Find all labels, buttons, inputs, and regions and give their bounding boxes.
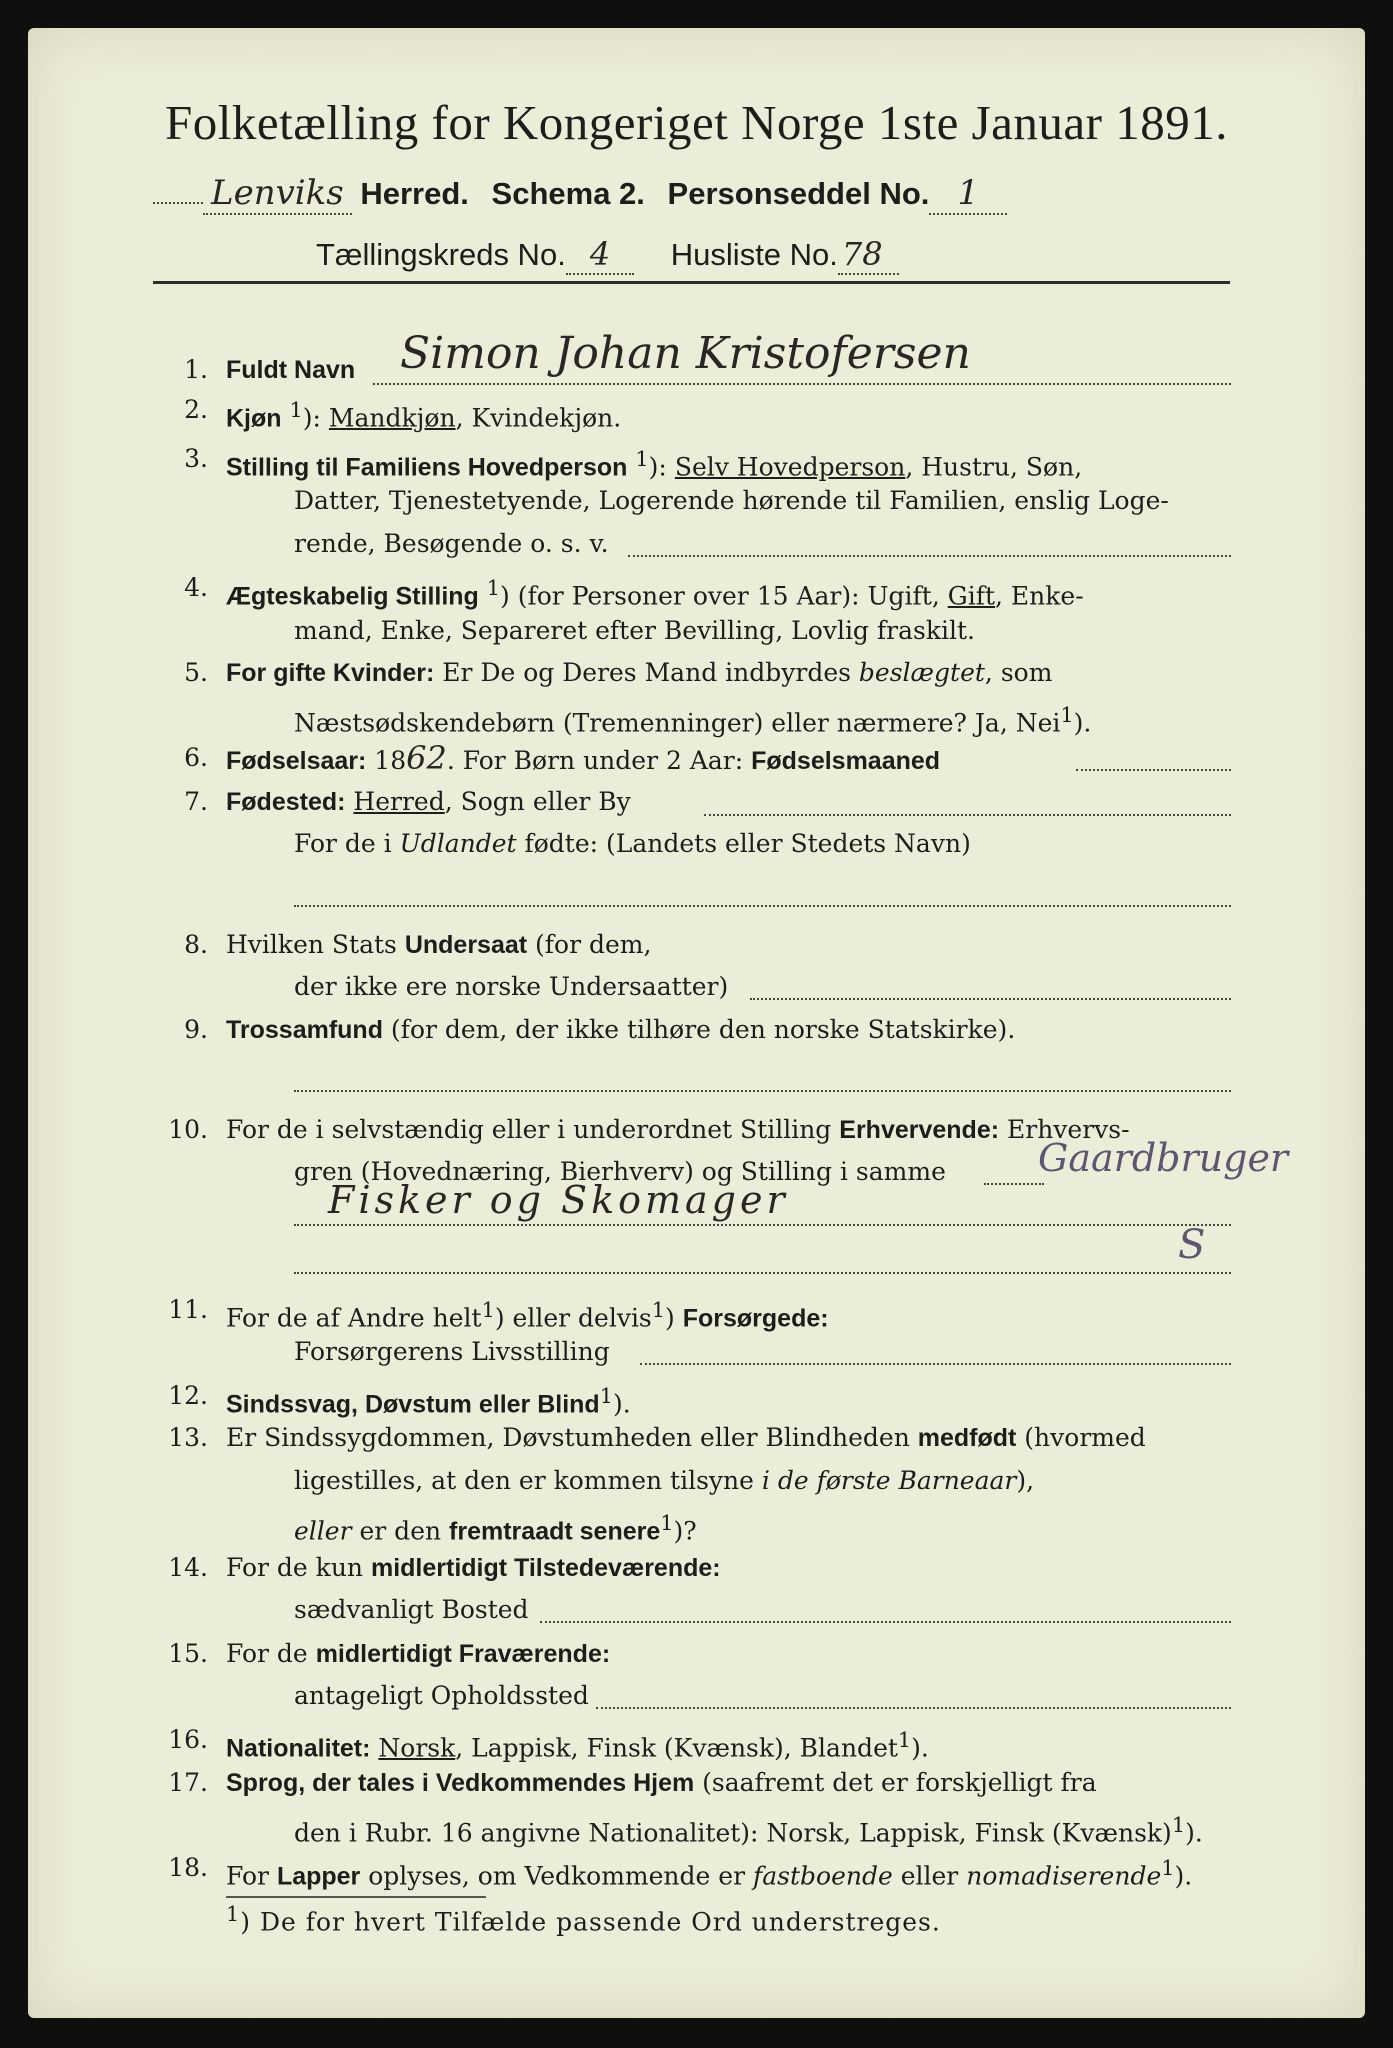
- footnote: [226, 1902, 941, 1936]
- occupation-answer-2[interactable]: Fisker og Skomager: [328, 1178, 789, 1222]
- item-label: Kjøn: [226, 404, 282, 433]
- item-number: 15.: [168, 1639, 208, 1668]
- herred-label: Herred.: [360, 176, 469, 211]
- item-text: For de: [226, 1639, 316, 1668]
- item-14: [28, 1548, 1365, 1588]
- footnote-ref: 1: [289, 398, 303, 422]
- item-number: 6.: [184, 743, 208, 772]
- item-text: Hvilken Stats: [226, 930, 405, 959]
- item-13: [28, 1418, 1365, 1458]
- item-label: Trossamfund: [226, 1016, 383, 1044]
- item-text: )?: [673, 1516, 697, 1546]
- item-9: [28, 1010, 1365, 1050]
- item-label: Fødselsmaaned: [751, 747, 941, 775]
- item-text: eller: [892, 1861, 967, 1891]
- item-7-line2: [28, 824, 1365, 864]
- fill-line: [1076, 769, 1231, 771]
- item-text: antageligt Opholdssted: [294, 1681, 589, 1710]
- footnote-ref: 1: [897, 1728, 912, 1752]
- item-text: ).: [1185, 1818, 1203, 1848]
- item-11-line2: [28, 1332, 1365, 1372]
- item-text: rende, Besøgende o. s. v.: [294, 529, 609, 558]
- item-3-line3: [28, 524, 1365, 564]
- item-number: 7.: [184, 787, 208, 816]
- footnote-ref: 1: [226, 1902, 241, 1926]
- item-text: . For Børn under 2 Aar:: [446, 746, 752, 775]
- item-text: For de i selvstændig eller i underordnet Stilling: [226, 1115, 840, 1144]
- item-text: fødte: (Landets eller Stedets Navn): [516, 829, 971, 858]
- selected-option[interactable]: Mandkjøn: [328, 403, 456, 433]
- footnote-ref: 1: [651, 1298, 666, 1322]
- item-text: , Lappisk, Finsk (Kvænsk), Blandet: [455, 1733, 898, 1763]
- item-6: [28, 738, 1365, 778]
- item-label: Erhvervende:: [839, 1116, 1000, 1144]
- item-8: [28, 925, 1365, 965]
- footnote-ref: 1: [481, 1298, 495, 1322]
- kreds-value[interactable]: 4: [566, 235, 634, 275]
- item-text: Datter, Tjenestetyende, Logerende hørende til Familien, enslig Loge-: [294, 486, 1169, 515]
- item-13-line2: [28, 1461, 1365, 1501]
- item-text: ).: [612, 1389, 631, 1419]
- item-number: 11.: [168, 1295, 208, 1324]
- item-text: beslægtet: [858, 658, 985, 687]
- item-15-line2: [28, 1676, 1365, 1716]
- herred-line: [153, 173, 1007, 215]
- item-label: fremtraadt senere: [449, 1517, 661, 1546]
- item-number: 12.: [168, 1381, 208, 1410]
- item-label: Sprog, der tales i Vedkommendes Hjem: [226, 1769, 695, 1797]
- footnote-divider: [226, 1896, 486, 1898]
- item-number: 14.: [168, 1553, 208, 1582]
- item-7: [28, 782, 1365, 822]
- item-text: For: [226, 1861, 277, 1891]
- birth-year-answer[interactable]: 62: [406, 739, 447, 777]
- item-label: Stilling til Familiens Hovedperson: [226, 453, 628, 482]
- item-text: er den: [351, 1516, 450, 1546]
- item-16: [28, 1720, 1365, 1763]
- fill-line: [294, 1090, 1231, 1092]
- fill-line: [628, 555, 1231, 557]
- fill-line: [294, 1224, 1231, 1226]
- item-text: ): [665, 1303, 683, 1333]
- census-form: [28, 28, 1365, 2018]
- item-text: ):: [302, 403, 321, 433]
- selected-option[interactable]: Norsk: [378, 1733, 456, 1763]
- item-3-line2: [28, 481, 1365, 521]
- herred-value[interactable]: Lenviks: [203, 173, 352, 215]
- item-number: 18.: [168, 1853, 208, 1882]
- item-label: midlertidigt Fraværende:: [315, 1640, 611, 1668]
- item-4-line2: [28, 611, 1365, 651]
- item-text: 18: [366, 746, 407, 775]
- item-text: gren (Hovednæring, Bierhverv) og Stilling i samme: [294, 1157, 946, 1186]
- item-8-line2: [28, 967, 1365, 1007]
- item-label: For gifte Kvinder:: [226, 659, 435, 687]
- item-label: Forsørgede:: [682, 1304, 829, 1333]
- item-text: For de af Andre helt: [226, 1303, 482, 1333]
- personseddel-value[interactable]: 1: [929, 173, 1007, 215]
- item-2: [28, 390, 1365, 433]
- item-number: 10.: [168, 1115, 208, 1144]
- item-number: 16.: [168, 1725, 208, 1754]
- item-text: , Sogn eller By: [444, 787, 631, 816]
- item-text: For de i: [294, 829, 400, 858]
- item-text: ).: [1073, 708, 1092, 738]
- item-13-line3: [28, 1503, 1365, 1546]
- form-title: Folketælling for Kongeriget Norge 1ste Januar 1891.: [165, 95, 1228, 150]
- item-17-line2: [28, 1805, 1365, 1848]
- occupation-answer-3[interactable]: S: [1178, 1222, 1206, 1268]
- schema-label: Schema 2.: [491, 176, 645, 211]
- item-label: Nationalitet:: [226, 1734, 371, 1763]
- item-text: , Enke-: [995, 581, 1084, 611]
- fill-line: [704, 814, 1231, 816]
- item-number: 4.: [184, 573, 208, 602]
- item-text: , Kvindekjøn.: [455, 403, 622, 433]
- item-4: [28, 568, 1365, 611]
- item-5-line2: [28, 695, 1365, 738]
- item-text: (for dem, der ikke tilhøre den norske Statskirke).: [382, 1015, 1016, 1044]
- item-17: [28, 1763, 1365, 1803]
- item-text: den i Rubr. 16 angivne Nationalitet): Norsk, Lappisk, Finsk (Kvænsk): [294, 1818, 1172, 1848]
- item-label: Lapper: [276, 1862, 361, 1891]
- kreds-label: Tællingskreds No.: [316, 237, 566, 272]
- husliste-value[interactable]: 78: [838, 235, 899, 275]
- item-label: Undersaat: [404, 931, 528, 959]
- item-text: fastboende: [752, 1861, 893, 1891]
- item-text: (saafremt det er forskjelligt fra: [694, 1768, 1097, 1797]
- item-text: ligestilles, at den er kommen tilsyne: [294, 1466, 762, 1495]
- item-number: 13.: [168, 1423, 208, 1452]
- item-text: (for dem,: [527, 930, 652, 959]
- footnote-ref: 1: [1060, 703, 1074, 727]
- fill-line: [750, 998, 1231, 1000]
- item-label: medfødt: [917, 1424, 1017, 1452]
- kreds-line: [316, 235, 899, 275]
- item-text: ),: [1016, 1466, 1035, 1495]
- personseddel-label: Personseddel No.: [667, 176, 930, 211]
- item-number: 8.: [184, 930, 208, 959]
- item-text: eller: [294, 1516, 352, 1546]
- item-12: [28, 1376, 1365, 1419]
- footnote-ref: 1: [486, 576, 501, 600]
- item-text: (hvormed: [1016, 1423, 1146, 1452]
- item-11: [28, 1290, 1365, 1333]
- header-divider: [153, 281, 1230, 284]
- item-text: der ikke ere norske Undersaatter): [294, 972, 729, 1001]
- item-3: [28, 439, 1365, 482]
- husliste-label: Husliste No.: [670, 237, 838, 272]
- item-text: nomadiserende: [966, 1861, 1162, 1891]
- item-18: [28, 1848, 1365, 1891]
- item-text: ).: [911, 1733, 929, 1763]
- item-label: Sindssvag, Døvstum eller Blind: [226, 1390, 600, 1419]
- item-text: mand, Enke, Separeret efter Bevilling, Lovlig fraskilt.: [294, 616, 975, 645]
- item-label: Ægteskabelig Stilling: [226, 582, 479, 611]
- item-label: Fødested:: [226, 788, 346, 816]
- item-text: ) eller delvis: [494, 1303, 652, 1333]
- item-text: Forsørgerens Livsstilling: [294, 1337, 610, 1366]
- item-text: , som: [984, 658, 1053, 687]
- footnote-ref: 1: [599, 1384, 613, 1408]
- fill-line: [373, 383, 1231, 385]
- item-number: 17.: [168, 1768, 208, 1797]
- item-text: Erhvervs-: [999, 1115, 1130, 1144]
- item-label: Fødselsaar:: [226, 747, 367, 775]
- item-text: Næstsødskendebørn (Tremenninger) eller nærmere? Ja, Nei: [294, 708, 1061, 738]
- selected-option[interactable]: Gift: [947, 581, 996, 611]
- fill-line: [540, 1621, 1231, 1623]
- footnote-ref: 1: [635, 447, 649, 471]
- item-text: For de kun: [226, 1553, 371, 1582]
- item-text: oplyses, om Vedkommende er: [360, 1861, 753, 1891]
- footnote-ref: 1: [1161, 1856, 1175, 1880]
- item-5: [28, 653, 1365, 693]
- item-label: Fuldt Navn: [226, 356, 356, 384]
- item-text: , Hustru, Søn,: [905, 452, 1083, 482]
- footnote-ref: 1: [1171, 1813, 1186, 1837]
- selected-option[interactable]: Selv Hovedperson: [674, 452, 906, 482]
- fill-line: [294, 1272, 1231, 1274]
- fill-line: [984, 1183, 1044, 1185]
- fill-line: [640, 1363, 1231, 1365]
- item-text: Er De og Deres Mand indbyrdes: [434, 658, 859, 687]
- occupation-answer-1[interactable]: Gaardbruger: [1038, 1136, 1289, 1180]
- item-text: ):: [648, 452, 667, 482]
- item-number: 5.: [184, 658, 208, 687]
- item-number: 1.: [184, 355, 208, 384]
- item-number: 3.: [184, 444, 208, 473]
- name-answer[interactable]: Simon Johan Kristofersen: [400, 328, 971, 379]
- footnote-text: ) De for hvert Tilfælde passende Ord understreges.: [240, 1907, 941, 1937]
- fill-line: [596, 1707, 1231, 1709]
- item-15: [28, 1634, 1365, 1674]
- item-text: Udlandet: [399, 829, 517, 858]
- item-number: 9.: [184, 1015, 208, 1044]
- item-text: sædvanligt Bosted: [294, 1595, 529, 1624]
- item-label: midlertidigt Tilstedeværende:: [370, 1554, 721, 1582]
- footnote-ref: 1: [660, 1511, 674, 1535]
- item-text: ) (for Personer over 15 Aar): Ugift,: [500, 581, 948, 611]
- item-text: ).: [1174, 1861, 1193, 1891]
- item-14-line2: [28, 1590, 1365, 1630]
- item-text: i de første Barneaar: [761, 1466, 1017, 1495]
- selected-option[interactable]: Herred: [353, 787, 445, 816]
- fill-line: [294, 905, 1231, 907]
- item-text: Er Sindssygdommen, Døvstumheden eller Blindheden: [226, 1423, 918, 1452]
- item-number: 2.: [184, 395, 208, 424]
